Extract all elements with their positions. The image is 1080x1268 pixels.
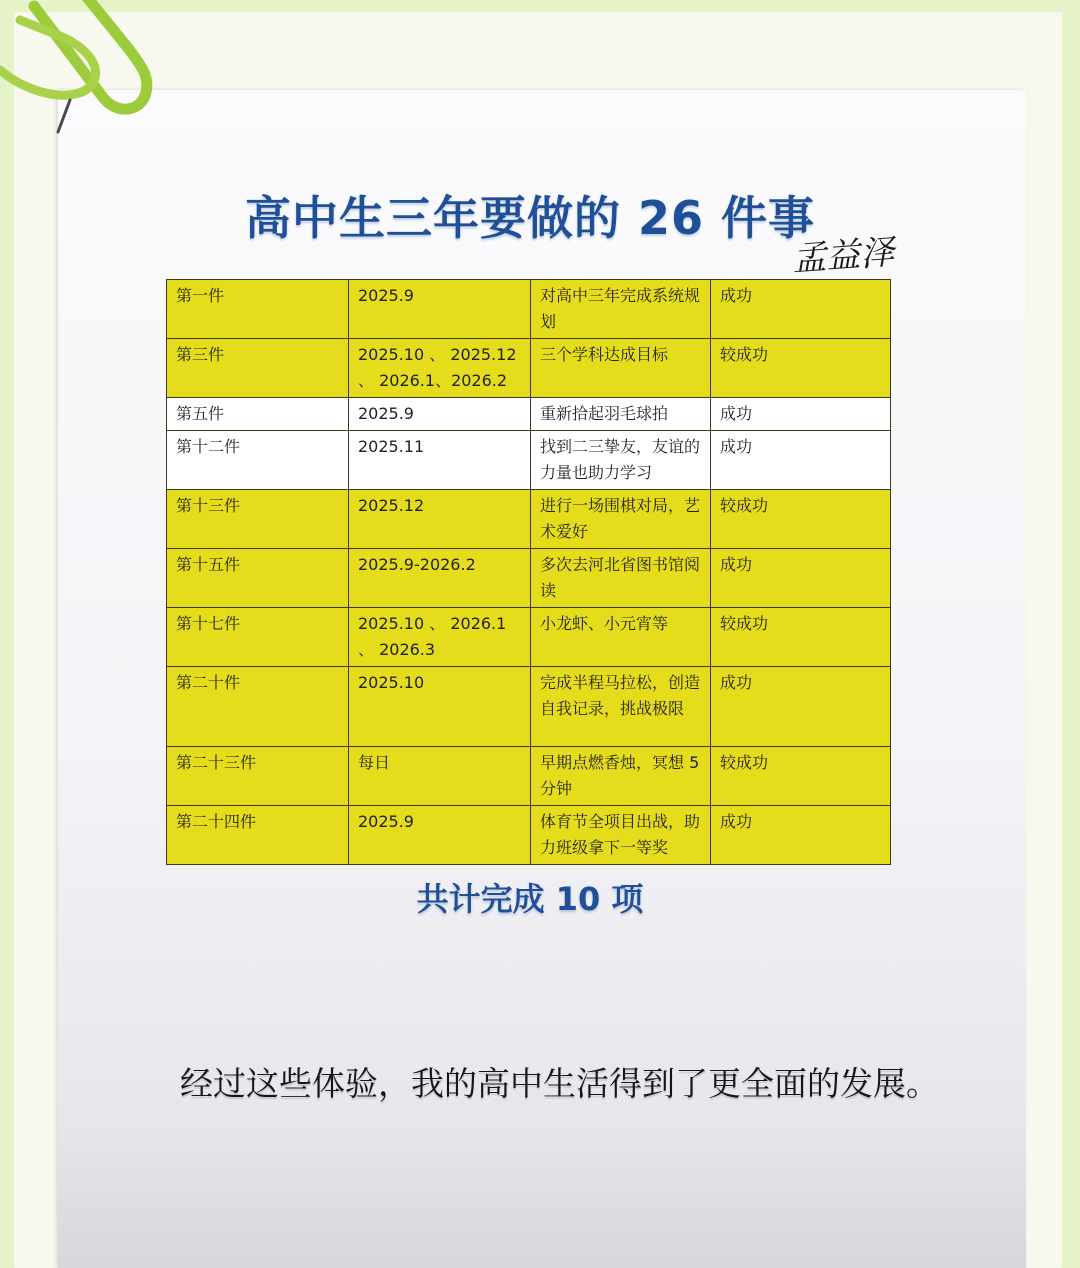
item-cell: 第十七件: [167, 608, 349, 667]
result-cell: 较成功: [711, 747, 891, 806]
table-row: [167, 806, 891, 865]
result-cell: 成功: [711, 806, 891, 865]
table-row: [167, 431, 891, 490]
date-cell: 2025.10 、 2026.1 、 2026.3: [349, 608, 531, 667]
item-cell: 第十二件: [167, 431, 349, 490]
handwritten-signature: 孟益泽: [790, 232, 896, 280]
table-row: [167, 747, 891, 806]
completion-summary: 共计完成 10 项: [416, 880, 644, 918]
date-cell: 2025.9: [349, 806, 531, 865]
page-title: 高中生三年要做的 26 件事: [244, 191, 816, 245]
table-row: [167, 608, 891, 667]
date-cell: 每日: [349, 747, 531, 806]
content-cell: 体育节全项目出战，助力班级拿下一等奖: [531, 806, 711, 865]
table-row: [167, 549, 891, 608]
content-cell: 进行一场围棋对局，艺术爱好: [531, 490, 711, 549]
date-cell: 2025.11: [349, 431, 531, 490]
activity-table: [166, 279, 891, 865]
result-cell: 成功: [711, 398, 891, 431]
date-cell: 2025.12: [349, 490, 531, 549]
item-cell: 第一件: [167, 280, 349, 339]
item-cell: 第二十三件: [167, 747, 349, 806]
date-cell: 2025.10 、 2025.12 、 2026.1、2026.2: [349, 339, 531, 398]
table-row: [167, 667, 891, 747]
content-cell: 对高中三年完成系统规划: [531, 280, 711, 339]
result-cell: 较成功: [711, 490, 891, 549]
item-cell: 第十五件: [167, 549, 349, 608]
result-cell: 成功: [711, 667, 891, 747]
content-cell: 完成半程马拉松，创造自我记录，挑战极限: [531, 667, 711, 747]
content-cell: 重新拾起羽毛球拍: [531, 398, 711, 431]
result-cell: 成功: [711, 280, 891, 339]
paperclip-icon: [0, 0, 170, 140]
table-row: [167, 490, 891, 549]
table-row: [167, 280, 891, 339]
date-cell: 2025.9: [349, 398, 531, 431]
result-cell: 成功: [711, 431, 891, 490]
result-cell: 成功: [711, 549, 891, 608]
item-cell: 第二十四件: [167, 806, 349, 865]
content-cell: 小龙虾、小元宵等: [531, 608, 711, 667]
item-cell: 第三件: [167, 339, 349, 398]
item-cell: 第二十件: [167, 667, 349, 747]
date-cell: 2025.9: [349, 280, 531, 339]
result-cell: 较成功: [711, 339, 891, 398]
result-cell: 较成功: [711, 608, 891, 667]
conclusion-text: 经过这些体验，我的高中生活得到了更全面的发展。: [180, 1064, 939, 1103]
date-cell: 2025.10: [349, 667, 531, 747]
table-row: [167, 398, 891, 431]
paper-shadow: [58, 1120, 1026, 1268]
content-cell: 找到二三挚友，友谊的力量也助力学习: [531, 431, 711, 490]
content-cell: 三个学科达成目标: [531, 339, 711, 398]
content-cell: 早期点燃香烛，冥想 5 分钟: [531, 747, 711, 806]
item-cell: 第十三件: [167, 490, 349, 549]
content-cell: 多次去河北省图书馆阅读: [531, 549, 711, 608]
item-cell: 第五件: [167, 398, 349, 431]
table-row: [167, 339, 891, 398]
date-cell: 2025.9-2026.2: [349, 549, 531, 608]
